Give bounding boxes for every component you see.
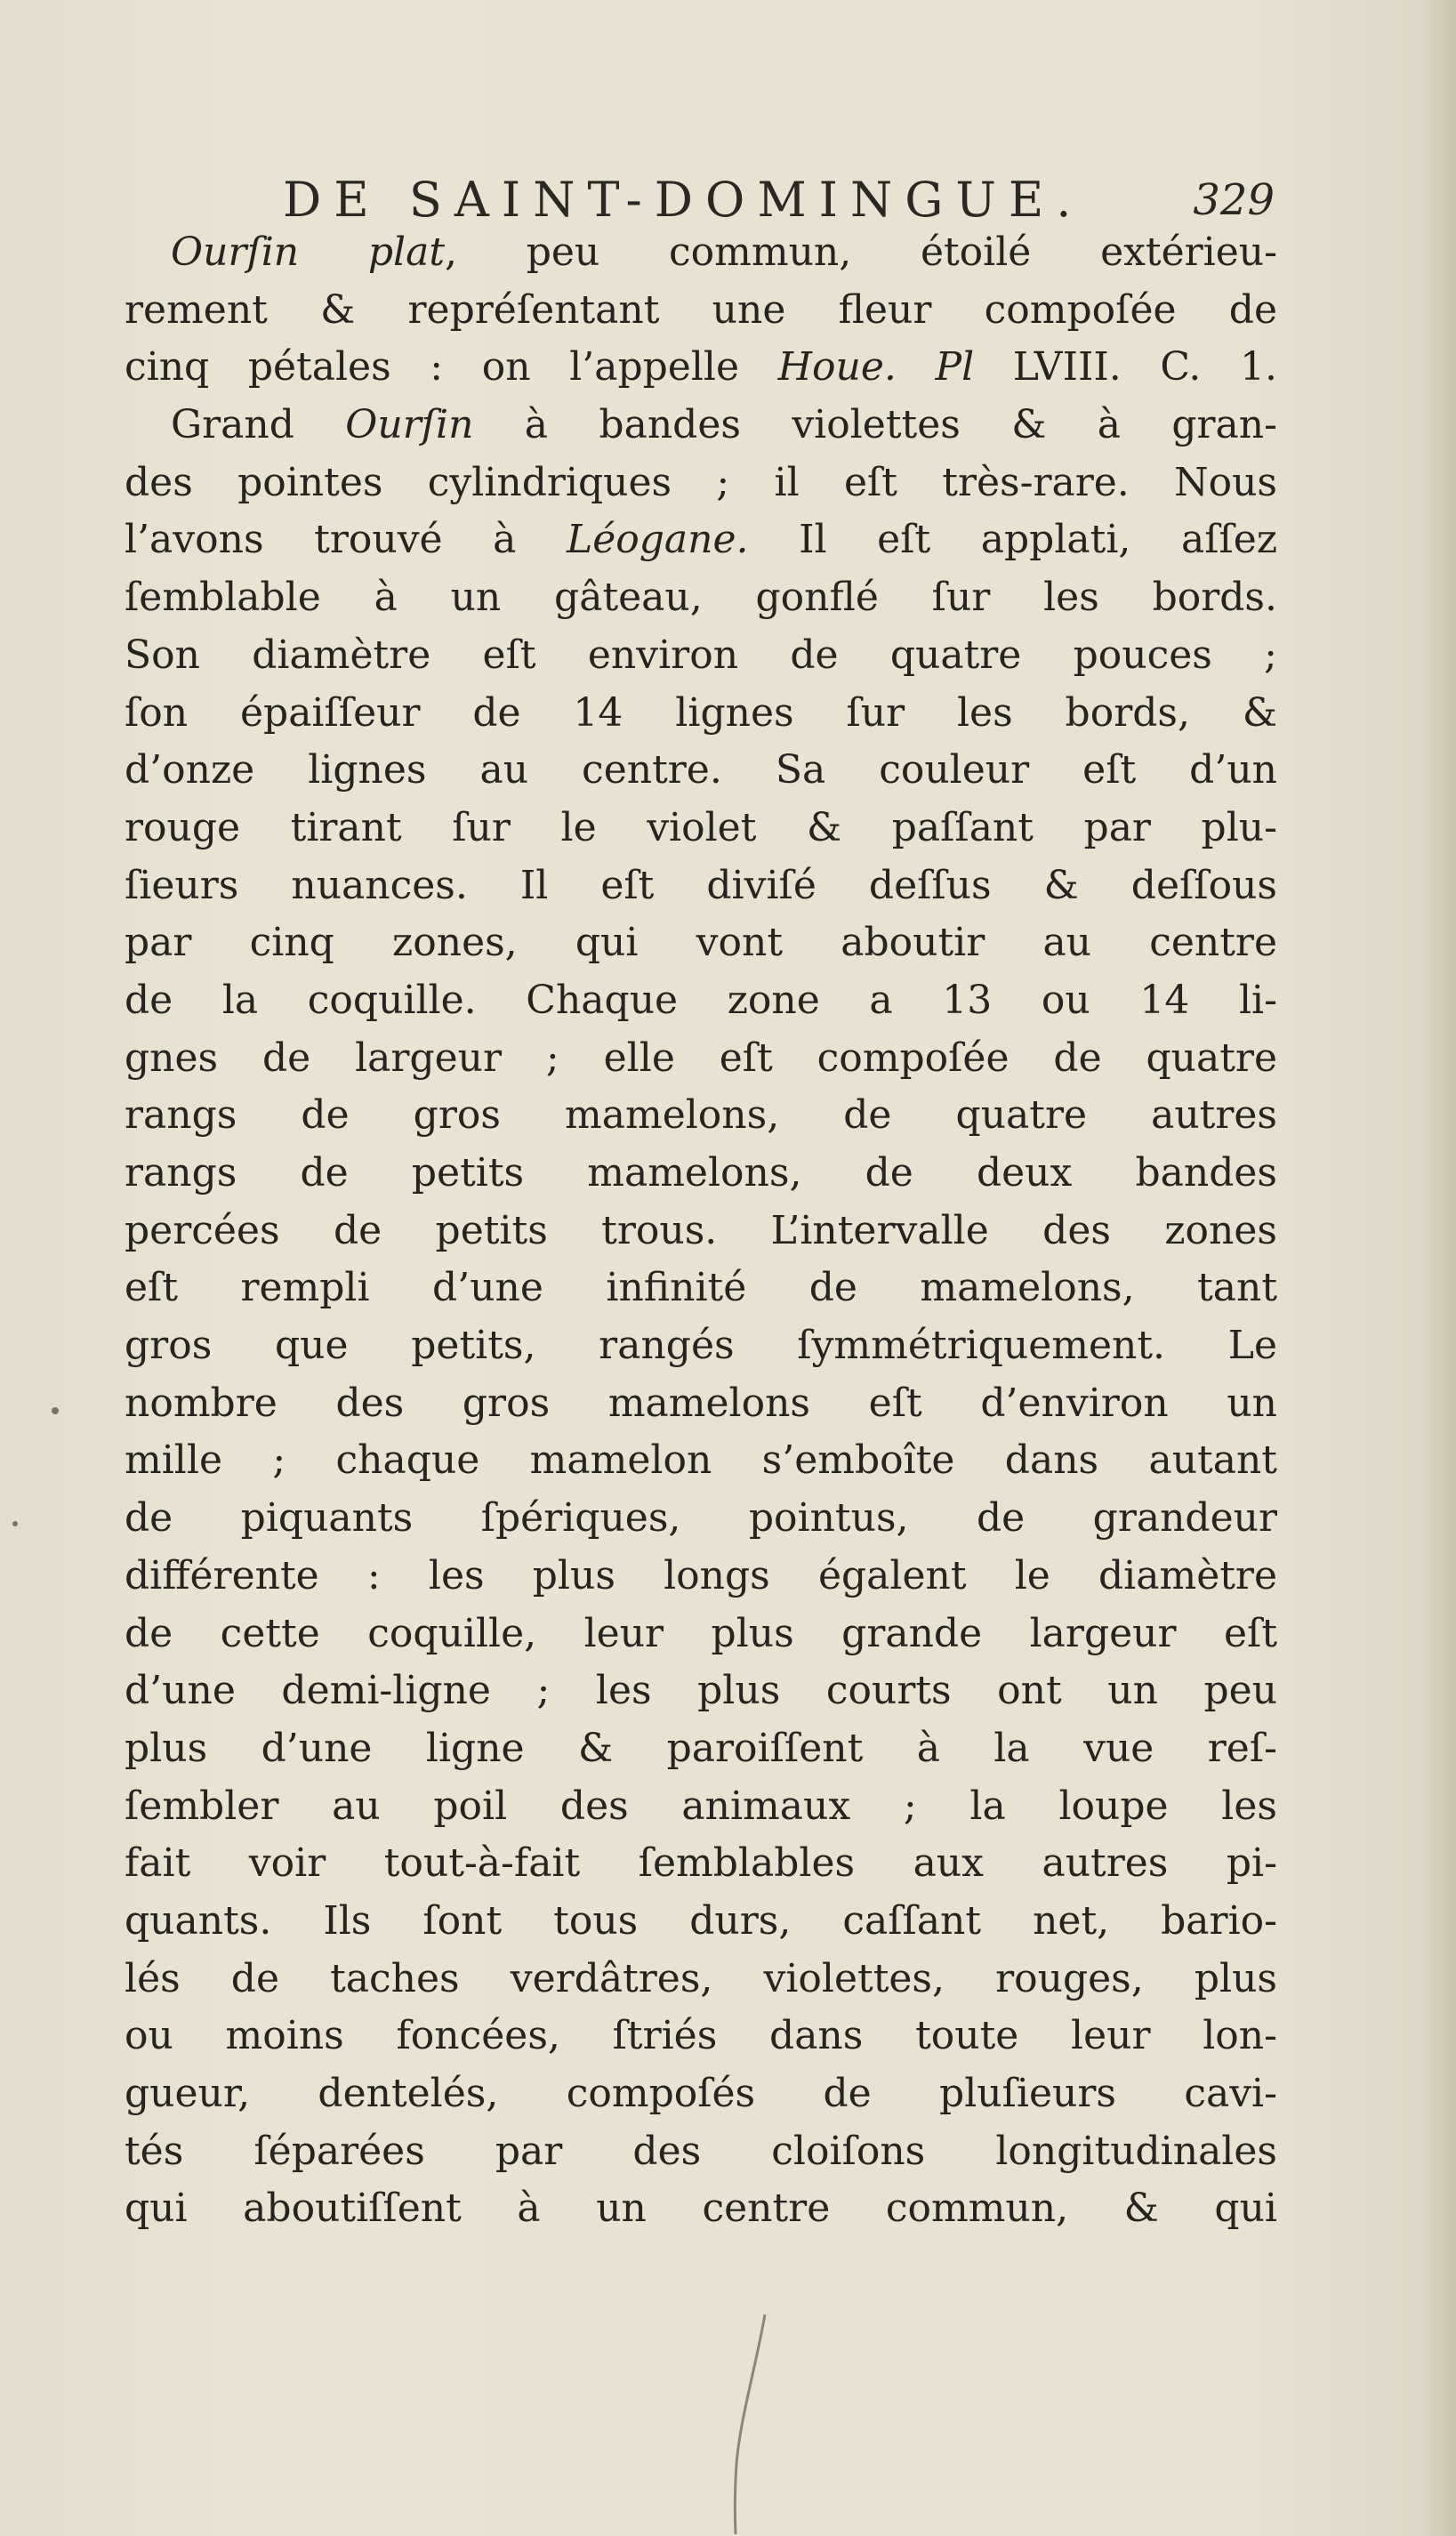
text-line — [125, 224, 1277, 282]
text-line — [125, 455, 1277, 512]
text-run: par cinq zones, qui vont aboutir au centre — [125, 920, 1277, 966]
text-run: d’onze lignes au centre. Sa couleur eſt d’un — [125, 747, 1277, 793]
stray-pen-stroke — [722, 2313, 776, 2536]
text-line — [125, 1145, 1277, 1203]
text-line — [125, 1548, 1277, 1606]
text-run: cinq pétales : on l’appelle — [125, 344, 778, 390]
text-line — [125, 1835, 1277, 1893]
text-run: fait voir tout-à-fait ſemblables aux autres pi- — [125, 1840, 1277, 1887]
text-line — [125, 2008, 1277, 2065]
text-run: ſon épaiſſeur de 14 lignes ſur les bords, & — [125, 689, 1277, 736]
text-run: d’une demi-ligne ; les plus courts ont un peu — [125, 1668, 1277, 1714]
text-line — [125, 1317, 1277, 1375]
text-line — [125, 1432, 1277, 1490]
text-line — [125, 1490, 1277, 1548]
text-line — [125, 800, 1277, 857]
text-line — [125, 2065, 1277, 2123]
margin-mark — [52, 1407, 59, 1414]
text-run: gueur, dentelés, compoſés de pluſieurs cavi- — [125, 2071, 1277, 2116]
text-line — [125, 282, 1277, 340]
text-line — [125, 1951, 1277, 2009]
text-run: Il eſt applati, aſſez — [748, 517, 1277, 563]
text-run: ſembler au poil des animaux ; la loupe les — [125, 1783, 1277, 1829]
text-line — [125, 2123, 1277, 2181]
text-run: mille ; chaque mamelon s’emboîte dans autant — [125, 1437, 1277, 1484]
text-run: de piquants ſpériques, pointus, de grandeur — [125, 1495, 1277, 1542]
text-line — [125, 397, 1277, 455]
text-line — [125, 1778, 1277, 1836]
text-run: ou moins foncées, ſtriés dans toute leur lon- — [125, 2013, 1277, 2059]
text-line — [125, 1030, 1277, 1088]
text-line — [125, 742, 1277, 800]
body-text — [125, 224, 1277, 2238]
italic-text-run: Houe. Pl — [777, 344, 975, 390]
text-line — [125, 972, 1277, 1030]
text-line — [125, 914, 1277, 972]
text-run: l’avons trouvé à — [125, 517, 567, 563]
text-run: ſieurs nuances. Il eſt diviſé deſſus & deſſous — [125, 862, 1277, 908]
text-line — [125, 685, 1277, 743]
italic-text-run: Ourſin plat — [171, 229, 446, 275]
text-line — [125, 339, 1277, 397]
text-run: gnes de largeur ; elle eſt compoſée de quatre — [125, 1035, 1277, 1081]
italic-text-run: Ourſin — [345, 402, 474, 448]
text-line — [125, 1087, 1277, 1145]
text-run: lés de taches verdâtres, violettes, rouges, plus — [125, 1955, 1277, 2001]
text-run: Son diamètre eſt environ de quatre pouces ; — [125, 632, 1277, 678]
text-run: quants. Ils ſont tous durs, caſſant net, bario- — [125, 1897, 1277, 1944]
text-run: plus d’une ligne & paroiſſent à la vue reſ- — [125, 1725, 1277, 1771]
text-run: eſt rempli d’une infinité de mamelons, tant — [125, 1265, 1277, 1311]
margin-mark — [12, 1521, 18, 1526]
text-line — [125, 569, 1277, 627]
text-line — [125, 1893, 1277, 1951]
text-run: rement & repréſentant une fleur compoſée de — [125, 286, 1277, 333]
text-line — [125, 1662, 1277, 1720]
text-line — [125, 1203, 1277, 1260]
page-edge-shadow — [1420, 0, 1456, 2536]
text-run: tés ſéparées par des cloiſons longitudinales — [125, 2128, 1277, 2174]
text-run: gros que petits, rangés ſymmétriquement. Le — [125, 1323, 1277, 1369]
running-head-title: DE SAINT-DOMINGUE. — [283, 172, 1084, 228]
text-run: de la coquille. Chaque zone a 13 ou 14 li- — [125, 977, 1277, 1023]
text-run: ſemblable à un gâteau, gonflé ſur les bords. — [125, 575, 1277, 621]
text-run: Grand — [171, 402, 346, 448]
text-run: à bandes violettes & à gran- — [473, 402, 1277, 448]
text-line — [125, 511, 1277, 569]
running-head — [283, 169, 1275, 231]
text-run: qui aboutiſſent à un centre commun, & qui — [125, 2186, 1277, 2232]
text-run: nombre des gros mamelons eſt d’environ un — [125, 1380, 1277, 1426]
text-run: différente : les plus longs égalent le diamètre — [125, 1552, 1277, 1598]
text-run: , peu commun, étoilé extérieu- — [445, 229, 1277, 275]
text-run: des pointes cylindriques ; il eſt très-rare. Nous — [125, 459, 1277, 505]
text-line — [125, 1606, 1277, 1663]
text-line — [125, 857, 1277, 915]
page-number: 329 — [1193, 175, 1275, 225]
text-run: percées de petits trous. L’intervalle des zones — [125, 1207, 1277, 1253]
italic-text-run: Léogane. — [567, 517, 749, 563]
text-line — [125, 1720, 1277, 1778]
text-run: LVIII. C. 1. — [974, 344, 1277, 390]
text-line — [125, 1260, 1277, 1317]
text-line — [125, 1375, 1277, 1433]
text-run: de cette coquille, leur plus grande largeur eſt — [125, 1610, 1277, 1656]
text-run: rangs de petits mamelons, de deux bandes — [125, 1150, 1277, 1196]
text-line — [125, 627, 1277, 685]
text-line — [125, 2180, 1277, 2238]
text-run: rouge tirant ſur le violet & paſſant par plu- — [125, 804, 1277, 850]
text-run: rangs de gros mamelons, de quatre autres — [125, 1092, 1277, 1139]
